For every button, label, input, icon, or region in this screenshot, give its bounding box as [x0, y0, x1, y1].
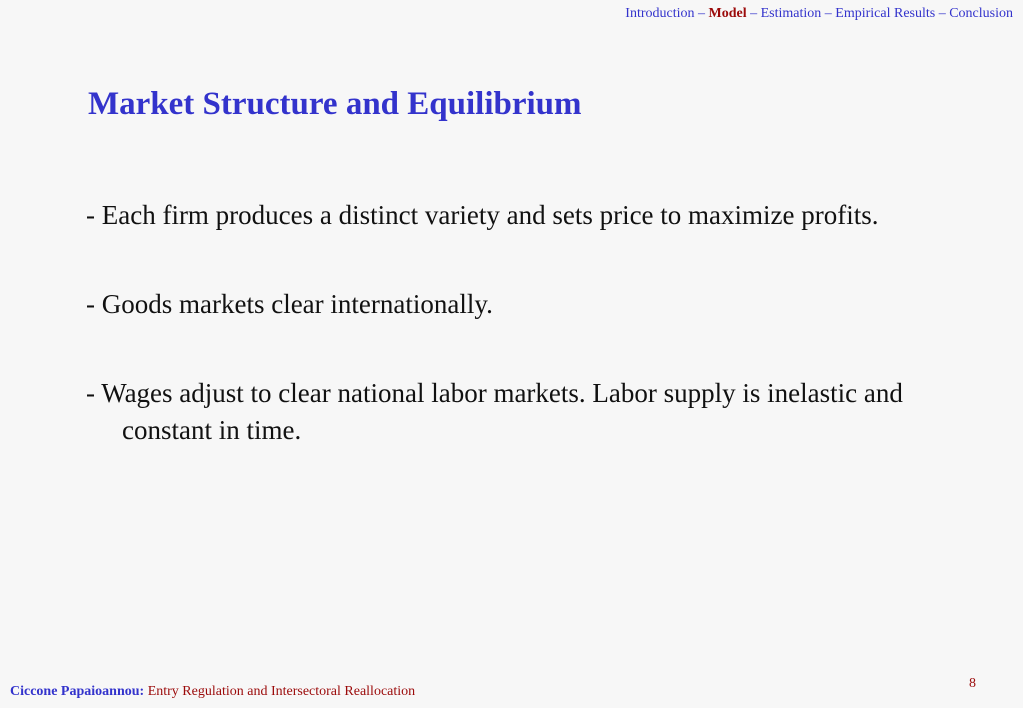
- footer-talk-title: Entry Regulation and Intersectoral Reallocation: [147, 684, 416, 699]
- nav-item-conclusion[interactable]: Conclusion: [949, 6, 1013, 21]
- page-number: 8: [969, 676, 976, 691]
- nav-separator: –: [746, 6, 761, 21]
- nav-separator: –: [694, 6, 709, 21]
- bullet-item: - Goods markets clear internationally.: [86, 289, 493, 319]
- footer-authors: Ciccone Papaioannou:: [10, 684, 145, 699]
- bullet-item: - Wages adjust to clear national labor markets. Labor supply is inelastic and constant in time.: [86, 378, 903, 445]
- slide-title: Market Structure and Equilibrium: [88, 86, 582, 122]
- nav-item-estimation[interactable]: Estimation: [760, 6, 822, 21]
- nav-item-empirical-results[interactable]: Empirical Results: [835, 6, 936, 21]
- nav-item-model[interactable]: Model: [708, 6, 747, 21]
- nav-separator: –: [821, 6, 836, 21]
- footer: [10, 684, 415, 700]
- nav-item-introduction[interactable]: Introduction: [625, 6, 695, 21]
- bullet-list: [86, 197, 936, 501]
- nav-separator: –: [935, 6, 950, 21]
- bullet-item: - Each firm produces a distinct variety and sets price to maximize profits.: [86, 200, 879, 230]
- section-navigation: [625, 6, 1013, 22]
